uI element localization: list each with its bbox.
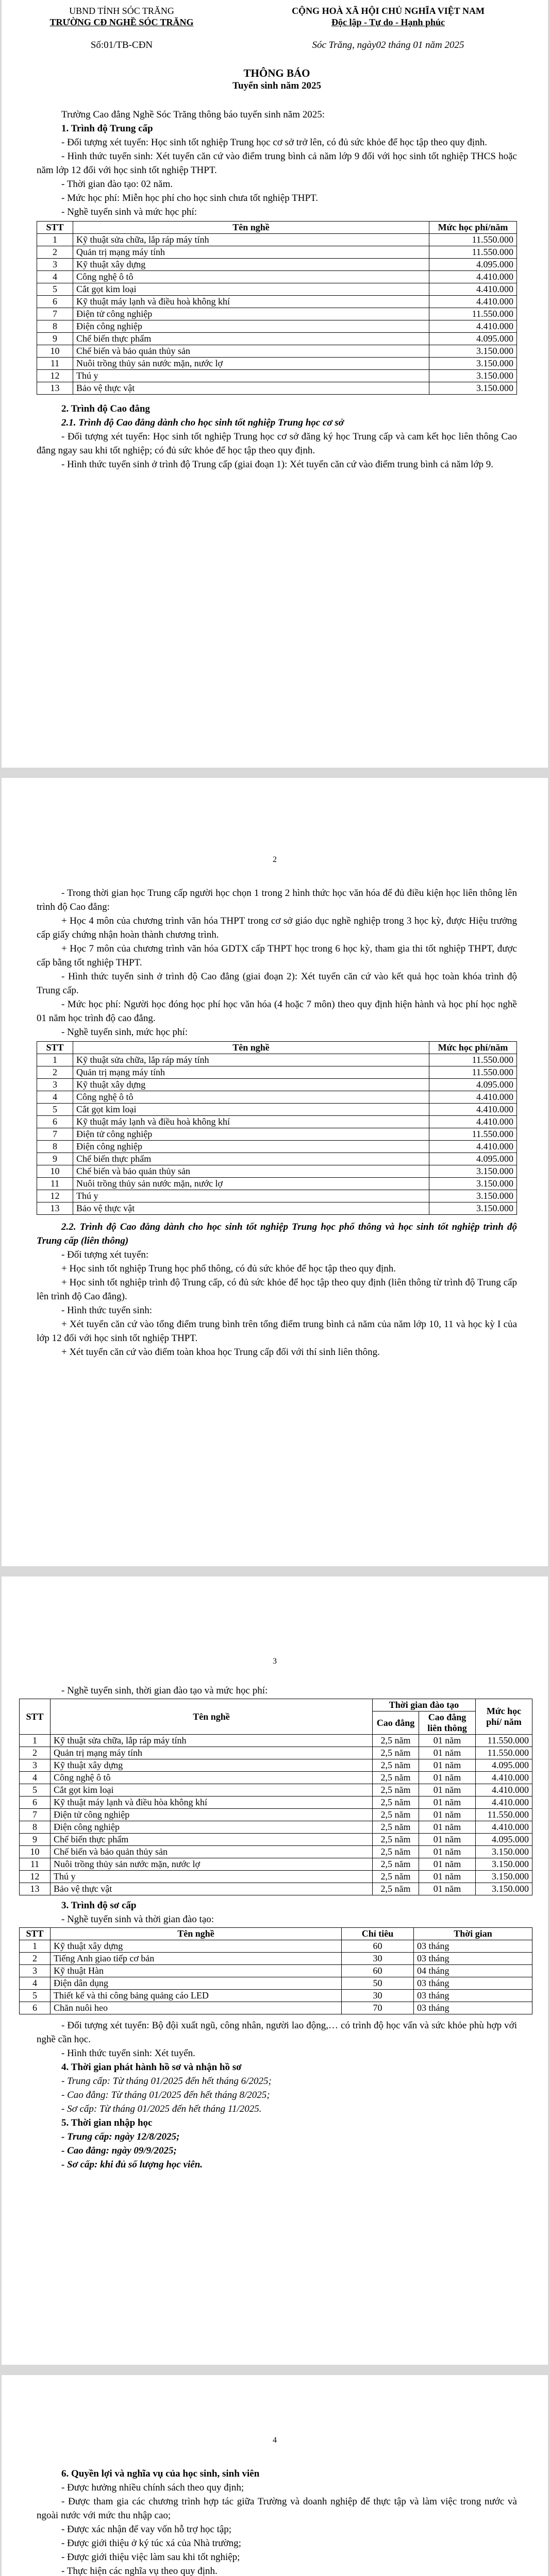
table-cell: 9	[37, 333, 73, 345]
table-cell: 2,5 năm	[373, 1735, 419, 1747]
table-cell: Kỹ thuật máy lạnh và điều hoà không khí	[73, 1116, 429, 1128]
table-cell: 4.410.000	[429, 1116, 517, 1128]
table-cell: 60	[342, 1965, 414, 1977]
paragraph: - Được giới thiệu việc làm sau khi tốt nghiệp;	[61, 2552, 240, 2563]
section-heading: 3. Trình độ sơ cấp	[61, 1900, 137, 1911]
paragraph: - Mức học phí: Người học đóng học phí học văn hóa (4 hoặc 7 môn) theo quy định hiện hành và học phí học nghề 01 năm học trình độ cao đẳng.	[37, 999, 517, 1024]
table-cell: 2,5 năm	[373, 1883, 419, 1895]
table-row	[20, 1797, 532, 1809]
table-cell: 3.150.000	[476, 1858, 532, 1871]
table-row	[37, 358, 517, 370]
table-row	[37, 234, 517, 246]
table-cell: 01 năm	[419, 1735, 476, 1747]
table-row	[37, 1141, 517, 1153]
table-cell: 3.150.000	[429, 1202, 517, 1215]
table-row	[20, 1940, 532, 1953]
col-name: Tên nghề	[51, 1928, 342, 1940]
table-cell: 4.095.000	[429, 259, 517, 271]
table-cell: Kỹ thuật xây dựng	[73, 1079, 429, 1091]
section-heading: 5. Thời gian nhập học	[61, 2117, 153, 2128]
table-row	[37, 1165, 517, 1178]
col-stt: STT	[37, 222, 73, 234]
table-cell: Thú y	[73, 1190, 429, 1202]
table-cell: 3	[37, 1079, 73, 1091]
table-cell: 01 năm	[419, 1871, 476, 1883]
table-cell: 4.410.000	[476, 1784, 532, 1797]
table-cell: 03 tháng	[414, 1977, 532, 1990]
table-cell: Chế biến và bảo quản thủy sản	[51, 1846, 373, 1858]
table-cell: Bảo vệ thực vật	[73, 1202, 429, 1215]
paragraph: - Trung cấp: ngày 12/8/2025;	[61, 2131, 180, 2142]
table-row	[20, 1747, 532, 1759]
table-cell: 01 năm	[419, 1784, 476, 1797]
table-cell: 2,5 năm	[373, 1772, 419, 1784]
table-cell: Quản trị mạng máy tính	[51, 1747, 373, 1759]
table-cell: 11.550.000	[476, 1809, 532, 1821]
table-cell: 2	[37, 246, 73, 259]
table-cell: 2,5 năm	[373, 1747, 419, 1759]
table-cell: 6	[20, 2002, 51, 2014]
table-row	[37, 271, 517, 283]
table-cell: 01 năm	[419, 1883, 476, 1895]
table-row	[37, 1178, 517, 1190]
paragraph: + Học sinh tốt nghiệp Trung học phổ thông, có đủ sức khỏe để học tập theo quy định.	[61, 1263, 396, 1274]
col-stt: STT	[37, 1042, 73, 1054]
table-cell: Điện công nghiệp	[73, 320, 429, 333]
table-cell: 7	[37, 308, 73, 320]
table-cell: 5	[20, 1990, 51, 2002]
table-row	[37, 1066, 517, 1079]
table-row	[20, 1883, 532, 1895]
table-cell: 11.550.000	[429, 234, 517, 246]
table-cell: 13	[20, 1883, 51, 1895]
table-cell: 11.550.000	[429, 246, 517, 259]
table-cell: 11.550.000	[476, 1747, 532, 1759]
paragraph: - Hình thức tuyển sinh:	[61, 1305, 153, 1316]
table-row	[37, 1091, 517, 1104]
table-cell: 11.550.000	[429, 1128, 517, 1141]
table-cell: 13	[37, 1202, 73, 1215]
table-cell: Kỹ thuật máy lạnh và điều hoà không khí	[73, 296, 429, 308]
table-cell: 3.150.000	[476, 1883, 532, 1895]
paragraph: - Sơ cấp: Từ tháng 01/2025 đến hết tháng 11/2025.	[61, 2104, 262, 2114]
table-cell: Nuôi trồng thủy sản nước mặn, nước lợ	[73, 358, 429, 370]
table-cell: 12	[20, 1871, 51, 1883]
table-cell: 6	[20, 1797, 51, 1809]
paragraph: + Học sinh tốt nghiệp trình độ Trung cấp, có đủ sức khỏe để học tập theo quy định (liên thông từ trình độ Trung cấp lên trình độ Cao đẳng).	[37, 1277, 517, 1302]
table-cell: 6	[37, 296, 73, 308]
table-cell: 11	[37, 358, 73, 370]
table-cell: 4.095.000	[476, 1834, 532, 1846]
table-cell: 01 năm	[419, 1759, 476, 1772]
table-cell: 03 tháng	[414, 1940, 532, 1953]
table-cell: Bảo vệ thực vật	[73, 382, 429, 395]
section-heading: 6. Quyền lợi và nghĩa vụ của học sinh, sinh viên	[61, 2468, 260, 2479]
table-cell: Thú y	[51, 1871, 373, 1883]
short-course-table	[19, 1927, 532, 2014]
table-cell: 8	[37, 1141, 73, 1153]
table-row	[37, 1116, 517, 1128]
table-cell: 10	[37, 1165, 73, 1178]
table-cell: 3.150.000	[429, 1190, 517, 1202]
paragraph: - Được giới thiệu ở ký túc xá của Nhà trường;	[61, 2538, 241, 2549]
table-cell: 3	[20, 1965, 51, 1977]
table-cell: 03 tháng	[414, 2002, 532, 2014]
table-cell: 8	[20, 1821, 51, 1834]
table-cell: 5	[37, 283, 73, 296]
table-cell: 2,5 năm	[373, 1871, 419, 1883]
col-cao-dang: Cao đẳng	[373, 1711, 419, 1735]
issuer-province: UBND TỈNH SÓC TRĂNG	[69, 6, 174, 16]
table-row	[37, 283, 517, 296]
table-cell: 2,5 năm	[373, 1858, 419, 1871]
col-name: Tên nghề	[73, 222, 429, 234]
table-row	[20, 1953, 532, 1965]
table-cell: 11.550.000	[429, 1054, 517, 1066]
col-stt: STT	[20, 1928, 51, 1940]
table-row	[37, 1202, 517, 1215]
paragraph: - Hình thức tuyển sinh: Xét tuyển.	[61, 2048, 195, 2059]
col-quota: Chỉ tiêu	[342, 1928, 414, 1940]
table-cell: 4.095.000	[476, 1759, 532, 1772]
document-number: Số:01/TB-CĐN	[90, 40, 153, 50]
table-cell: Kỹ thuật sửa chữa, lắp ráp máy tính	[73, 234, 429, 246]
table-cell: 3.150.000	[429, 382, 517, 395]
table-cell: Chăn nuôi heo	[51, 2002, 342, 2014]
table-cell: Cắt gọt kim loại	[51, 1784, 373, 1797]
table-cell: Kỹ thuật máy lạnh và điều hòa không khí	[51, 1797, 373, 1809]
table-cell: 2	[20, 1747, 51, 1759]
page-3	[2, 1577, 548, 2365]
table-cell: 2	[37, 1066, 73, 1079]
table-cell: 4	[37, 271, 73, 283]
table-cell: Điện tử công nghiệp	[51, 1809, 373, 1821]
national-motto: CỘNG HOÀ XÃ HỘI CHỦ NGHĨA VIỆT NAM	[292, 6, 485, 16]
paragraph: - Đối tượng xét tuyển: Học sinh tốt nghiệp Trung học cơ sở trở lên, có đủ sức khỏe để học tập theo quy định.	[61, 137, 487, 148]
table-cell: 4.095.000	[429, 333, 517, 345]
table-cell: Thú y	[73, 370, 429, 382]
table-cell: 2,5 năm	[373, 1809, 419, 1821]
table-cell: Công nghệ ô tô	[73, 271, 429, 283]
table-row	[37, 1054, 517, 1066]
national-header	[259, 5, 517, 28]
table-cell: 01 năm	[419, 1809, 476, 1821]
tuition-table-cao-dang-thcs	[37, 1041, 517, 1215]
document-title: THÔNG BÁO	[243, 67, 310, 79]
table-cell: 01 năm	[419, 1747, 476, 1759]
table-cell: 10	[37, 345, 73, 358]
paragraph: - Được tham gia các chương trình hợp tác giữa Trường và doanh nghiệp để thực tập và làm việc trong nước và ngoài nước với mức thu nhập cao;	[37, 2496, 517, 2521]
table-cell: Công nghệ ô tô	[51, 1772, 373, 1784]
table-row	[37, 382, 517, 395]
table-cell: Điện dân dụng	[51, 1977, 342, 1990]
table-cell: 11.550.000	[429, 308, 517, 320]
paragraph: + Xét tuyển căn cứ vào tổng điểm trung bình trên tổng điểm trung bình cả năm của năm lớp 10, 11 và học kỳ I của lớp 12 đối với học sinh tốt nghiệp THPT.	[37, 1319, 517, 1344]
table-cell: 11.550.000	[476, 1735, 532, 1747]
table-cell: 2,5 năm	[373, 1759, 419, 1772]
col-fee: Mức học phí/năm	[429, 222, 517, 234]
col-duration: Thời gian đào tạo	[373, 1699, 476, 1711]
table-cell: 01 năm	[419, 1772, 476, 1784]
table-cell: 12	[37, 1190, 73, 1202]
table-cell: Quản trị mạng máy tính	[73, 1066, 429, 1079]
table-row	[20, 1809, 532, 1821]
table-row	[20, 1834, 532, 1846]
page-number: 3	[273, 1657, 277, 1666]
table-row	[37, 1128, 517, 1141]
table-cell: 04 tháng	[414, 1965, 532, 1977]
table-cell: 01 năm	[419, 1834, 476, 1846]
tuition-table-trung-cap	[37, 221, 517, 395]
paragraph: - Đối tượng xét tuyển: Bộ đội xuất ngũ, công nhân, người lao động,… có trình độ học vấn và sức khỏe phù hợp với nghề cần học.	[37, 2020, 517, 2045]
paragraph: - Được hưởng nhiều chính sách theo quy định;	[61, 2482, 244, 2493]
table-cell: Công nghệ ô tô	[73, 1091, 429, 1104]
table-cell: 4.410.000	[429, 283, 517, 296]
table-cell: 03 tháng	[414, 1953, 532, 1965]
intro-text: Trường Cao đẳng Nghề Sóc Trăng thông báo tuyển sinh năm 2025:	[61, 109, 325, 120]
table-row	[37, 345, 517, 358]
table-cell: 4	[20, 1772, 51, 1784]
table-cell: 4.410.000	[476, 1772, 532, 1784]
table-cell: 4	[20, 1977, 51, 1990]
table-cell: 12	[37, 370, 73, 382]
table-cell: 4.410.000	[429, 296, 517, 308]
table-cell: 2,5 năm	[373, 1784, 419, 1797]
table-cell: 3	[37, 259, 73, 271]
table-cell: 4.095.000	[429, 1153, 517, 1165]
table-row	[20, 1772, 532, 1784]
table-row	[37, 333, 517, 345]
table-cell: 30	[342, 1990, 414, 2002]
table-cell: 3.150.000	[476, 1871, 532, 1883]
subsection-heading: 2.1. Trình độ Cao đẳng dành cho học sinh tốt nghiệp Trung học cơ sở	[61, 417, 344, 428]
table-row	[37, 259, 517, 271]
paragraph: - Sơ cấp: khi đủ số lượng học viên.	[61, 2159, 203, 2170]
paragraph: + Học 4 môn của chương trình văn hóa THPT trong cơ sở giáo dục nghề nghiệp trong 3 học kỳ, được Hiệu trưởng cấp giấy chứng nhận hoàn thành chương trình.	[37, 916, 517, 940]
table-cell: Kỹ thuật xây dựng	[73, 259, 429, 271]
paragraph: - Thời gian đào tạo: 02 năm.	[61, 179, 173, 190]
table-cell: 4.410.000	[429, 271, 517, 283]
table-cell: Kỹ thuật Hàn	[51, 1965, 342, 1977]
table-cell: 10	[20, 1846, 51, 1858]
table-cell: Kỹ thuật xây dựng	[51, 1940, 342, 1953]
section-heading: 2. Trình độ Cao đẳng	[61, 403, 150, 414]
table-cell: 01 năm	[419, 1858, 476, 1871]
table-row	[20, 1858, 532, 1871]
table-cell: Kỹ thuật sửa chữa, lắp ráp máy tính	[51, 1735, 373, 1747]
table-row	[37, 370, 517, 382]
section-heading: 1. Trình độ Trung cấp	[61, 123, 153, 134]
paragraph: + Xét tuyển căn cứ vào điểm toàn khoa học Trung cấp đối với thí sinh liên thông.	[61, 1347, 380, 1358]
national-slogan: Độc lập - Tự do - Hạnh phúc	[331, 17, 445, 27]
table-row	[20, 1821, 532, 1834]
paragraph: - Đối tượng xét tuyển:	[61, 1249, 149, 1260]
table-row	[20, 1846, 532, 1858]
table-cell: 4.410.000	[429, 1091, 517, 1104]
table-cell: Điện tử công nghiệp	[73, 308, 429, 320]
table-cell: 11	[20, 1858, 51, 1871]
table-cell: 4.410.000	[429, 320, 517, 333]
table-cell: 01 năm	[419, 1797, 476, 1809]
table-cell: Kỹ thuật xây dựng	[51, 1759, 373, 1772]
table-cell: 4.410.000	[476, 1821, 532, 1834]
table-cell: 2,5 năm	[373, 1834, 419, 1846]
table-cell: Quản trị mạng máy tính	[73, 246, 429, 259]
tuition-table-cao-dang	[19, 1699, 532, 1895]
table-cell: 3.150.000	[476, 1846, 532, 1858]
table-row	[37, 1153, 517, 1165]
table-cell: 4.095.000	[429, 1079, 517, 1091]
table-cell: 4.410.000	[476, 1797, 532, 1809]
table-row	[37, 296, 517, 308]
table-cell: 03 tháng	[414, 1990, 532, 2002]
col-name: Tên nghề	[51, 1699, 373, 1735]
table-cell: Kỹ thuật sửa chữa, lắp ráp máy tính	[73, 1054, 429, 1066]
paragraph: - Trung cấp: Từ tháng 01/2025 đến hết tháng 6/2025;	[61, 2076, 272, 2087]
paragraph: - Hình thức tuyển sinh ở trình độ Cao đẳng (giai đoạn 2): Xét tuyển căn cứ vào kết quả học toàn khóa trình độ Trung cấp.	[37, 971, 517, 996]
table-cell: 01 năm	[419, 1846, 476, 1858]
table-row	[20, 1990, 532, 2002]
table-row	[37, 1079, 517, 1091]
table-row	[20, 1871, 532, 1883]
table-cell: Cắt gọt kim loại	[73, 1104, 429, 1116]
table-cell: 2,5 năm	[373, 1846, 419, 1858]
table-cell: 50	[342, 1977, 414, 1990]
table-row	[37, 320, 517, 333]
table-cell: 01 năm	[419, 1821, 476, 1834]
table-cell: 2,5 năm	[373, 1797, 419, 1809]
paragraph: - Đối tượng xét tuyển: Học sinh tốt nghiệp Trung học cơ sở đăng ký học Trung cấp và cam kết học liên thông Cao đẳng ngay sau khi tốt nghiệp; có đủ sức khỏe để học tập theo quy định.	[37, 431, 517, 456]
table-row	[20, 1784, 532, 1797]
section-heading: 4. Thời gian phát hành hồ sơ và nhận hồ sơ	[61, 2062, 242, 2073]
table-cell: Chế biến và bảo quản thủy sản	[73, 345, 429, 358]
paragraph: - Cao đẳng: ngày 09/9/2025;	[61, 2145, 177, 2156]
col-fee: Mức học phí/năm	[429, 1042, 517, 1054]
paragraph: - Hình thức tuyển sinh ở trình độ Trung cấp (giai đoạn 1): Xét tuyển căn cứ vào điểm trung bình cả năm lớp 9.	[61, 459, 494, 470]
page-1	[2, 0, 548, 768]
table-row	[37, 246, 517, 259]
table-cell: Điện công nghiệp	[73, 1141, 429, 1153]
col-duration: Thời gian	[414, 1928, 532, 1940]
table-cell: 9	[20, 1834, 51, 1846]
document-subtitle: Tuyển sinh năm 2025	[232, 80, 321, 91]
table-cell: Chế biến thực phẩm	[73, 1153, 429, 1165]
table-cell: Điện tử công nghiệp	[73, 1128, 429, 1141]
paragraph: - Nghề tuyển sinh và thời gian đào tạo:	[61, 1914, 214, 1925]
table-row	[20, 1735, 532, 1747]
table-cell: Điện công nghiệp	[51, 1821, 373, 1834]
table-cell: 4.410.000	[429, 1141, 517, 1153]
col-stt: STT	[20, 1699, 51, 1735]
table-cell: 30	[342, 1953, 414, 1965]
table-cell: 3	[20, 1759, 51, 1772]
subsection-heading: 2.2. Trình độ Cao đẳng dành cho học sinh tốt nghiệp Trung học phổ thông và học sinh tốt nghiệp trình độ Trung cấp (liên thông)	[37, 1222, 517, 1246]
paragraph: - Cao đẳng: Từ tháng 01/2025 đến hết tháng 8/2025;	[61, 2090, 270, 2100]
table-cell: 6	[37, 1116, 73, 1128]
page-4	[2, 2375, 548, 2576]
table-row	[37, 1190, 517, 1202]
table-cell: Bảo vệ thực vật	[51, 1883, 373, 1895]
table-cell: 1	[37, 234, 73, 246]
table-cell: 9	[37, 1153, 73, 1165]
table-cell: 3.150.000	[429, 370, 517, 382]
table-cell: 70	[342, 2002, 414, 2014]
table-cell: 3.150.000	[429, 1165, 517, 1178]
paragraph: - Nghề tuyển sinh và mức học phí:	[61, 207, 197, 217]
issuer-school: TRƯỜNG CĐ NGHỀ SÓC TRĂNG	[49, 17, 194, 27]
paragraph: - Mức học phí: Miễn học phí cho học sinh chưa tốt nghiệp THPT.	[61, 193, 318, 204]
table-cell: 60	[342, 1940, 414, 1953]
paragraph: - Thực hiện các nghĩa vụ theo quy định.	[61, 2566, 218, 2576]
page-2	[2, 778, 548, 1566]
table-cell: Chế biến thực phẩm	[73, 333, 429, 345]
paragraph: - Trong thời gian học Trung cấp người học chọn 1 trong 2 hình thức học văn hóa để đủ điều kiện học liên thông lên trình độ Cao đẳng:	[37, 888, 517, 912]
table-cell: Tiếng Anh giao tiếp cơ bản	[51, 1953, 342, 1965]
table-row	[20, 1965, 532, 1977]
issuer-block	[37, 5, 207, 28]
paragraph: - Được xác nhận để vay vốn hỗ trợ học tập;	[61, 2524, 232, 2535]
table-cell: 3.150.000	[429, 358, 517, 370]
table-row	[20, 1977, 532, 1990]
table-cell: 1	[20, 1735, 51, 1747]
table-cell: Cắt gọt kim loại	[73, 283, 429, 296]
table-row	[37, 308, 517, 320]
table-cell: Nuôi trồng thủy sản nước mặn, nước lợ	[73, 1178, 429, 1190]
col-name: Tên nghề	[73, 1042, 429, 1054]
table-cell: 13	[37, 382, 73, 395]
table-cell: 5	[37, 1104, 73, 1116]
table-row	[37, 1104, 517, 1116]
table-cell: Chế biến thực phẩm	[51, 1834, 373, 1846]
table-cell: 11	[37, 1178, 73, 1190]
table-cell: 1	[37, 1054, 73, 1066]
table-cell: 5	[20, 1784, 51, 1797]
table-cell: 4.410.000	[429, 1104, 517, 1116]
table-cell: Nuôi trồng thủy sản nước mặn, nước lợ	[51, 1858, 373, 1871]
table-cell: 7	[20, 1809, 51, 1821]
paragraph: + Học 7 môn của chương trình văn hóa GDTX cấp THPT học trong 6 học kỳ, tham gia thi tốt nghiệp THPT, được cấp bằng tốt nghiệp THPT.	[37, 943, 517, 968]
table-cell: 3.150.000	[429, 1178, 517, 1190]
table-cell: Chế biến và bảo quản thủy sản	[73, 1165, 429, 1178]
table-row	[20, 1759, 532, 1772]
table-cell: 4	[37, 1091, 73, 1104]
table-cell: 2,5 năm	[373, 1821, 419, 1834]
table-cell: Thiết kế và thi công bảng quảng cáo LED	[51, 1990, 342, 2002]
paragraph: - Nghề tuyển sinh, mức học phí:	[61, 1027, 188, 1038]
page-number: 2	[273, 855, 277, 864]
table-cell: 1	[20, 1940, 51, 1953]
table-row	[20, 2002, 532, 2014]
table-cell: 3.150.000	[429, 345, 517, 358]
table-cell: 8	[37, 320, 73, 333]
page-number: 4	[273, 2436, 277, 2445]
col-lien-thong: Cao đẳng liên thông	[419, 1711, 476, 1735]
paragraph: - Nghề tuyển sinh, thời gian đào tạo và mức học phí:	[61, 1685, 268, 1696]
document-date: Sóc Trăng, ngày02 tháng 01 năm 2025	[312, 40, 464, 50]
table-cell: 11.550.000	[429, 1066, 517, 1079]
table-cell: 2	[20, 1953, 51, 1965]
table-cell: 7	[37, 1128, 73, 1141]
col-fee: Mức học phí/ năm	[476, 1699, 532, 1735]
paragraph: - Hình thức tuyển sinh: Xét tuyển căn cứ vào điểm trung bình cả năm lớp 9 đối với học sinh tốt nghiệp THCS hoặc năm lớp 12 đối với học sinh tốt nghiệp THPT.	[37, 151, 517, 176]
